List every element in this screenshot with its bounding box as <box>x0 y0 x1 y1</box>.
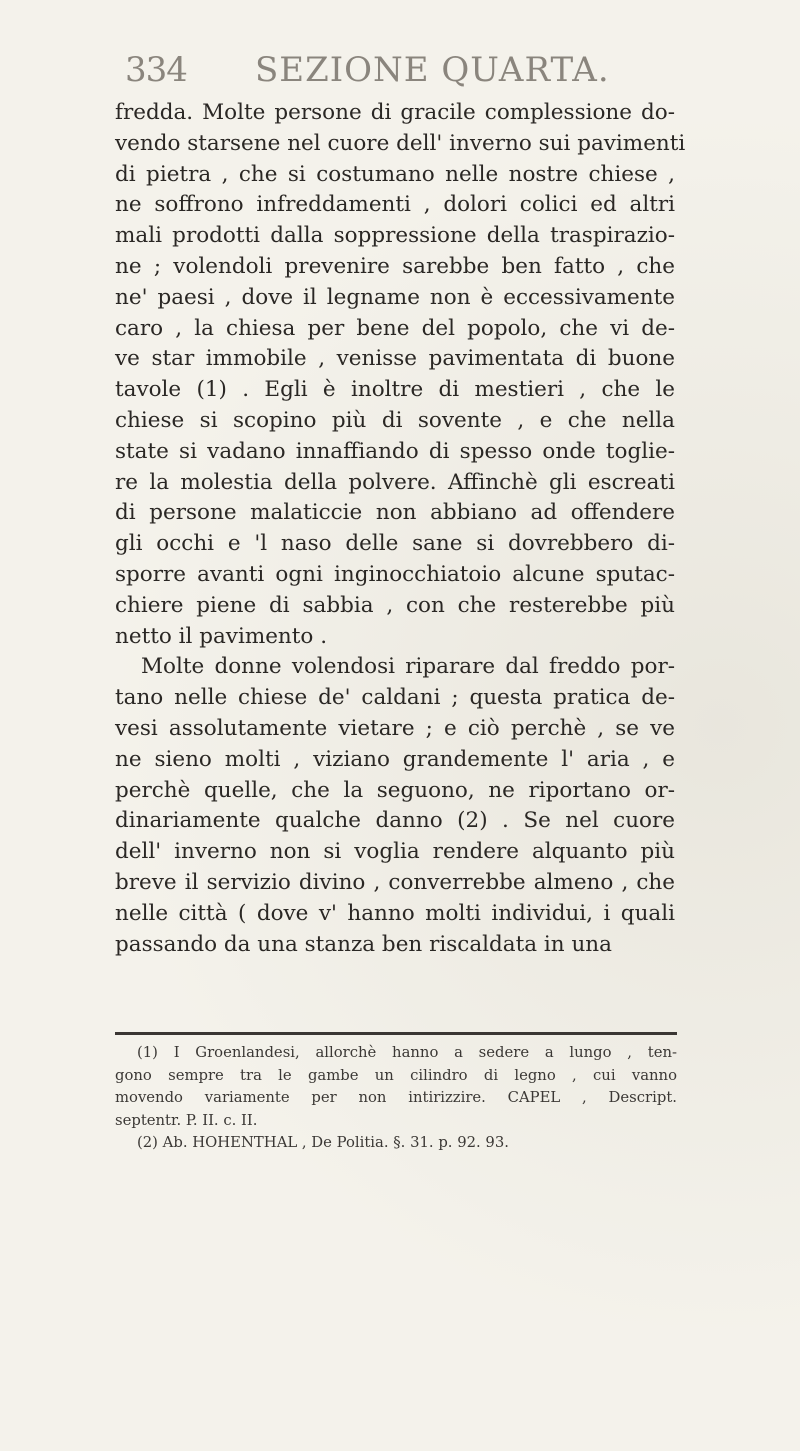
text-line: dinariamente qualche danno (2) . Se nel cuore <box>115 808 675 834</box>
footnote-line: (1) I Groenlandesi, allorchè hanno a sedere a lungo , ten- <box>137 1044 677 1061</box>
running-head: SEZIONE QUARTA. <box>255 50 610 90</box>
text-line: sporre avanti ogni inginocchiatoio alcune sputac- <box>115 561 675 587</box>
text-line: mali prodotti dalla soppressione della traspirazio- <box>115 223 675 249</box>
footnote-line: (2) Ab. HOHENTHAL , De Politia. §. 31. p. 92. 93. <box>137 1134 509 1151</box>
text-line: caro , la chiesa per bene del popolo, che vi de- <box>115 315 675 341</box>
page-number: 334 <box>125 50 187 90</box>
text-line: gli occhi e 'l naso delle sane si dovrebbero di- <box>115 531 675 557</box>
body-text <box>115 98 686 960</box>
text-line: tano nelle chiese de' caldani ; questa pratica de- <box>115 685 675 711</box>
text-line: ne sieno molti , viziano grandemente l' aria , e <box>115 746 675 772</box>
footnote-line: movendo variamente per non intirizzire. CAPEL , Descript. <box>115 1089 677 1106</box>
footnotes <box>115 1042 677 1155</box>
text-line: nelle città ( dove v' hanno molti individui, i quali <box>115 900 675 926</box>
text-line: vesi assolutamente vietare ; e ciò perchè , se ve <box>115 715 675 741</box>
text-line: chiere piene di sabbia , con che resterebbe più <box>115 592 675 618</box>
text-line: re la molestia della polvere. Affinchè gli escreati <box>115 469 675 495</box>
text-line: Molte donne volendosi riparare dal freddo por- <box>141 654 675 680</box>
page-header <box>125 50 685 100</box>
text-line: ne ; volendoli prevenire sarebbe ben fatto , che <box>115 253 675 279</box>
text-line: breve il servizio divino , converrebbe almeno , che <box>115 869 675 895</box>
text-line: vendo starsene nel cuore dell' inverno sui pavimenti <box>115 130 686 156</box>
text-line: tavole (1) . Egli è inoltre di mestieri , che le <box>115 377 675 403</box>
text-line: passando da una stanza ben riscaldata in una <box>115 931 612 957</box>
text-line: state si vadano innaffiando di spesso onde toglie- <box>115 438 675 464</box>
text-line: chiese si scopino più di sovente , e che nella <box>115 407 675 433</box>
text-line: ve star immobile , venisse pavimentata di buone <box>115 346 675 372</box>
text-line: di pietra , che si costumano nelle nostre chiese , <box>115 161 675 187</box>
text-line: netto il pavimento . <box>115 623 328 649</box>
text-line: ne' paesi , dove il legname non è eccessivamente <box>115 284 675 310</box>
text-line: dell' inverno non si voglia rendere alquanto più <box>115 839 675 865</box>
footnote-rule <box>115 1032 677 1035</box>
text-line: di persone malaticcie non abbiano ad offendere <box>115 500 675 526</box>
footnote-line: septentr. P. II. c. II. <box>115 1111 258 1129</box>
text-line: perchè quelle, che la seguono, ne riportano or- <box>115 777 675 803</box>
text-line: ne soffrono infreddamenti , dolori colici ed altri <box>115 192 675 218</box>
text-line: fredda. Molte persone di gracile complessione do- <box>115 100 675 125</box>
footnote-line: gono sempre tra le gambe un cilindro di legno , cui vanno <box>115 1066 677 1084</box>
